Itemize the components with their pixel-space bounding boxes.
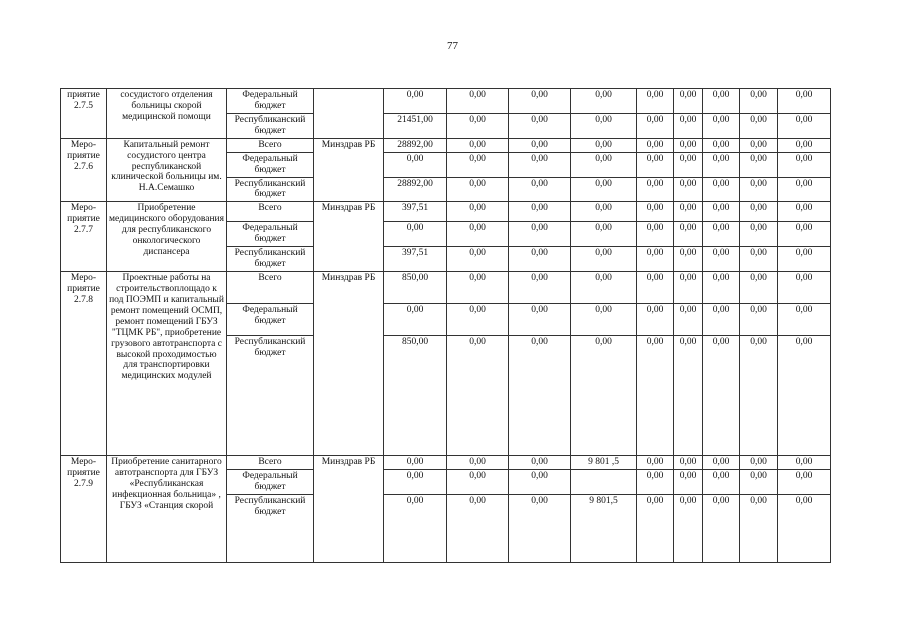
value-cell: 0,00 [740, 272, 778, 304]
executor: Минздрав РБ [314, 456, 384, 563]
value-cell: 0,00 [384, 470, 447, 495]
funding-source: Федеральный бюджет [227, 304, 314, 336]
value-cell: 0,00 [703, 202, 740, 222]
funding-source: Всего [227, 272, 314, 304]
value-cell: 0,00 [571, 177, 637, 202]
funding-source: Республиканский бюджет [227, 336, 314, 456]
value-cell: 0,00 [447, 152, 509, 177]
value-cell: 0,00 [703, 152, 740, 177]
value-cell: 0,00 [447, 89, 509, 114]
value-cell: 0,00 [703, 304, 740, 336]
budget-table [60, 88, 831, 563]
value-cell: 397,51 [384, 247, 447, 272]
value-cell: 0,00 [778, 456, 831, 470]
value-cell: 0,00 [778, 470, 831, 495]
executor: Минздрав РБ [314, 272, 384, 456]
value-cell: 0,00 [674, 89, 703, 114]
value-cell: 0,00 [778, 272, 831, 304]
value-cell: 0,00 [740, 222, 778, 247]
value-cell: 0,00 [637, 113, 674, 138]
value-cell: 0,00 [509, 304, 571, 336]
value-cell: 0,00 [509, 272, 571, 304]
funding-source: Республиканский бюджет [227, 113, 314, 138]
value-cell: 0,00 [703, 494, 740, 562]
value-cell: 0,00 [740, 247, 778, 272]
funding-source: Республиканский бюджет [227, 494, 314, 562]
value-cell: 0,00 [674, 152, 703, 177]
value-cell: 0,00 [637, 470, 674, 495]
measure-name: Капитальный ремонт сосудистого центра республиканской клинической больницы им. Н.А.Семашко [107, 138, 227, 202]
value-cell: 0,00 [778, 152, 831, 177]
value-cell: 850,00 [384, 272, 447, 304]
funding-source: Федеральный бюджет [227, 470, 314, 495]
value-cell: 0,00 [703, 272, 740, 304]
value-cell: 0,00 [703, 89, 740, 114]
value-cell: 0,00 [674, 272, 703, 304]
value-cell: 0,00 [703, 456, 740, 470]
value-cell: 0,00 [778, 113, 831, 138]
funding-source: Республиканский бюджет [227, 247, 314, 272]
value-cell: 0,00 [384, 89, 447, 114]
value-cell: 0,00 [674, 202, 703, 222]
value-cell: 0,00 [740, 177, 778, 202]
value-cell: 0,00 [740, 113, 778, 138]
measure-label: Меро-приятие 2.7.7 [61, 202, 107, 272]
value-cell: 0,00 [674, 113, 703, 138]
funding-source: Всего [227, 202, 314, 222]
measure-name: Проектные работы на строительствоплощадо к под ПОЭМП и капитальный ремонт помещений ОСМП, ремонт помещений ГБУЗ "ТЦМК РБ", приобретение грузового автотранспорта с высокой проходимостью для транспортировки медицинских модулей [107, 272, 227, 456]
value-cell: 0,00 [571, 138, 637, 152]
value-cell: 0,00 [509, 138, 571, 152]
value-cell: 28892,00 [384, 177, 447, 202]
value-cell: 0,00 [778, 222, 831, 247]
funding-source: Федеральный бюджет [227, 152, 314, 177]
value-cell: 0,00 [509, 247, 571, 272]
table-row [61, 272, 831, 304]
value-cell: 0,00 [674, 304, 703, 336]
value-cell: 0,00 [740, 304, 778, 336]
value-cell: 0,00 [509, 222, 571, 247]
value-cell: 0,00 [637, 456, 674, 470]
value-cell: 0,00 [384, 152, 447, 177]
value-cell: 0,00 [447, 202, 509, 222]
value-cell: 9 801,5 [571, 494, 637, 562]
value-cell: 0,00 [384, 304, 447, 336]
value-cell: 0,00 [637, 222, 674, 247]
value-cell: 21451,00 [384, 113, 447, 138]
value-cell: 0,00 [509, 89, 571, 114]
value-cell: 0,00 [703, 247, 740, 272]
value-cell: 0,00 [509, 177, 571, 202]
table-row [61, 138, 831, 152]
measure-name: Приобретение медицинского оборудования для республиканского онкологического диспансера [107, 202, 227, 272]
table-body [61, 89, 831, 563]
value-cell: 0,00 [740, 152, 778, 177]
value-cell: 0,00 [778, 138, 831, 152]
value-cell: 0,00 [447, 494, 509, 562]
value-cell: 0,00 [571, 336, 637, 456]
value-cell: 0,00 [571, 247, 637, 272]
value-cell: 0,00 [637, 202, 674, 222]
value-cell: 0,00 [674, 138, 703, 152]
value-cell: 0,00 [740, 470, 778, 495]
funding-source: Федеральный бюджет [227, 222, 314, 247]
funding-source: Федеральный бюджет [227, 89, 314, 114]
value-cell: 0,00 [571, 152, 637, 177]
measure-label: Меро-приятие 2.7.6 [61, 138, 107, 202]
value-cell: 0,00 [637, 494, 674, 562]
funding-source: Всего [227, 138, 314, 152]
value-cell: 0,00 [674, 336, 703, 456]
value-cell: 0,00 [674, 222, 703, 247]
value-cell: 0,00 [740, 202, 778, 222]
value-cell: 0,00 [740, 138, 778, 152]
table-row [61, 202, 831, 222]
value-cell: 0,00 [778, 89, 831, 114]
value-cell: 0,00 [447, 272, 509, 304]
executor: Минздрав РБ [314, 138, 384, 202]
value-cell: 0,00 [447, 247, 509, 272]
value-cell: 0,00 [637, 247, 674, 272]
value-cell: 850,00 [384, 336, 447, 456]
value-cell: 0,00 [509, 456, 571, 470]
value-cell: 0,00 [509, 202, 571, 222]
value-cell: 9 801 ,5 [571, 456, 637, 470]
value-cell: 0,00 [778, 336, 831, 456]
value-cell: 0,00 [703, 177, 740, 202]
value-cell: 0,00 [740, 336, 778, 456]
table-row [61, 456, 831, 470]
value-cell: 0,00 [637, 152, 674, 177]
value-cell: 0,00 [674, 456, 703, 470]
value-cell: 0,00 [778, 304, 831, 336]
value-cell: 0,00 [703, 222, 740, 247]
value-cell: 397,51 [384, 202, 447, 222]
funding-source: Всего [227, 456, 314, 470]
value-cell: 0,00 [637, 304, 674, 336]
value-cell: 0,00 [674, 494, 703, 562]
value-cell: 0,00 [571, 272, 637, 304]
value-cell: 0,00 [447, 177, 509, 202]
value-cell: 0,00 [740, 456, 778, 470]
value-cell: 0,00 [778, 247, 831, 272]
value-cell: 0,00 [509, 336, 571, 456]
value-cell: 0,00 [571, 89, 637, 114]
value-cell: 0,00 [447, 456, 509, 470]
value-cell: 0,00 [740, 89, 778, 114]
value-cell: 0,00 [509, 152, 571, 177]
value-cell: 0,00 [778, 494, 831, 562]
value-cell: 0,00 [447, 470, 509, 495]
value-cell: 0,00 [637, 336, 674, 456]
value-cell: 0,00 [674, 247, 703, 272]
value-cell: 0,00 [674, 177, 703, 202]
funding-source: Республиканский бюджет [227, 177, 314, 202]
value-cell: 0,00 [447, 222, 509, 247]
value-cell: 0,00 [447, 113, 509, 138]
value-cell: 0,00 [703, 138, 740, 152]
value-cell: 0,00 [571, 202, 637, 222]
value-cell: 0,00 [571, 222, 637, 247]
value-cell: 0,00 [384, 494, 447, 562]
measure-label: приятие 2.7.5 [61, 89, 107, 139]
value-cell: 0,00 [509, 470, 571, 495]
value-cell: 0,00 [637, 138, 674, 152]
value-cell: 0,00 [509, 494, 571, 562]
value-cell: 0,00 [703, 113, 740, 138]
measure-label: Меро-приятие 2.7.8 [61, 272, 107, 456]
value-cell: 0,00 [674, 470, 703, 495]
value-cell: 0,00 [703, 470, 740, 495]
value-cell: 28892,00 [384, 138, 447, 152]
value-cell: 0,00 [637, 177, 674, 202]
value-cell: 0,00 [384, 456, 447, 470]
value-cell: 0,00 [637, 272, 674, 304]
measure-label: Меро-приятие 2.7.9 [61, 456, 107, 563]
value-cell: 0,00 [447, 336, 509, 456]
table-row [61, 89, 831, 114]
value-cell: 0,00 [384, 222, 447, 247]
value-cell: 0,00 [571, 113, 637, 138]
measure-name: сосудистого отделения больницы скорой медицинской помощи [107, 89, 227, 139]
executor: Минздрав РБ [314, 202, 384, 272]
value-cell: 0,00 [571, 304, 637, 336]
value-cell: 0,00 [703, 336, 740, 456]
value-cell: 0,00 [740, 494, 778, 562]
value-cell: 0,00 [778, 177, 831, 202]
value-cell [571, 470, 637, 495]
value-cell: 0,00 [637, 89, 674, 114]
value-cell: 0,00 [447, 138, 509, 152]
value-cell: 0,00 [778, 202, 831, 222]
executor [314, 89, 384, 139]
value-cell: 0,00 [509, 113, 571, 138]
measure-name: Приобретение санитарного автотранспорта для ГБУЗ «Республиканская инфекционная больница» , ГБУЗ «Станция скорой [107, 456, 227, 563]
value-cell: 0,00 [447, 304, 509, 336]
page-number: 77 [447, 40, 458, 52]
